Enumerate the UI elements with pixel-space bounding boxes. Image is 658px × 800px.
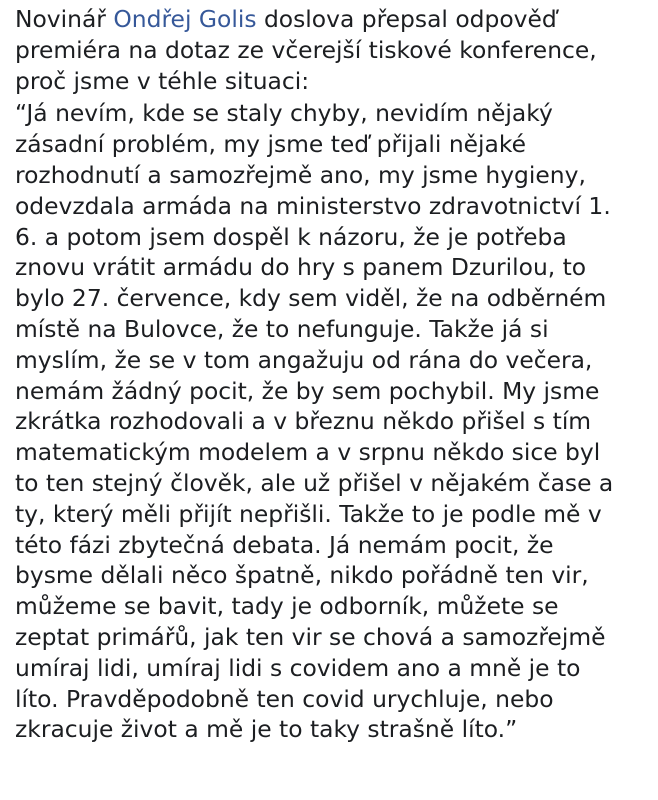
author-mention-link[interactable]: Ondřej Golis (113, 5, 257, 33)
intro-line-1 (15, 4, 649, 35)
intro-line-3: proč jsme v téhle situaci: (15, 66, 310, 95)
quote-line: matematickým modelem a v srpnu někdo sice byl (15, 438, 601, 467)
quote-line: umíraj lidi, umíraj lidi s covidem ano a mně je to (15, 653, 581, 682)
quote-line: myslím, že se v tom angažuju od rána do večera, (15, 345, 593, 374)
quote-line: bysme dělali něco špatně, nikdo pořádně ten vir, (15, 561, 589, 590)
quote-line: nemám žádný pocit, že by sem pochybil. My jsme (15, 376, 600, 405)
intro-line-2: premiéra na dotaz ze včerejší tiskové konference, (15, 35, 597, 64)
quote-line: rozhodnutí a samozřejmě ano, my jsme hygieny, (15, 160, 586, 189)
quote-line: 6. a potom jsem dospěl k názoru, že je potřeba (15, 222, 567, 251)
quote-line: ty, který měli přijít nepřišli. Takže to je podle mě v (15, 499, 602, 528)
quote-line: této fázi zbytečná debata. Já nemám pocit, že (15, 530, 554, 559)
quote-line: bylo 27. července, kdy sem viděl, že na odběrném (15, 284, 607, 313)
post-body (15, 4, 649, 747)
intro-line-1-suffix: doslova přepsal odpověď (256, 5, 557, 33)
quote-line: odevzdala armáda na ministerstvo zdravotnictví 1. (15, 191, 611, 220)
quote-line: místě na Bulovce, že to nefunguje. Takže já si (15, 314, 549, 343)
quote-line: znovu vrátit armádu do hry s panem Dzurilou, to (15, 253, 587, 282)
quote-line: líto. Pravděpodobně ten covid urychluje, nebo (15, 684, 554, 713)
quote-line: “Já nevím, kde se staly chyby, nevidím nějaký (15, 99, 553, 128)
intro-prefix: Novinář (15, 5, 114, 33)
quote-line: zkracuje život a mě je to taky strašně líto.” (15, 715, 518, 744)
quote-line: zeptat primářů, jak ten vir se chová a samozřejmě (15, 622, 606, 651)
post-quote (15, 98, 649, 745)
quote-line: zkrátka rozhodovali a v březnu někdo přišel s tím (15, 407, 592, 436)
post-intro (15, 4, 649, 96)
quote-line: zásadní problém, my jsme teď přijali nějaké (15, 130, 526, 159)
quote-line: to ten stejný člověk, ale už přišel v nějakém čase a (15, 468, 614, 497)
quote-line: můžeme se bavit, tady je odborník, můžete se (15, 592, 559, 621)
